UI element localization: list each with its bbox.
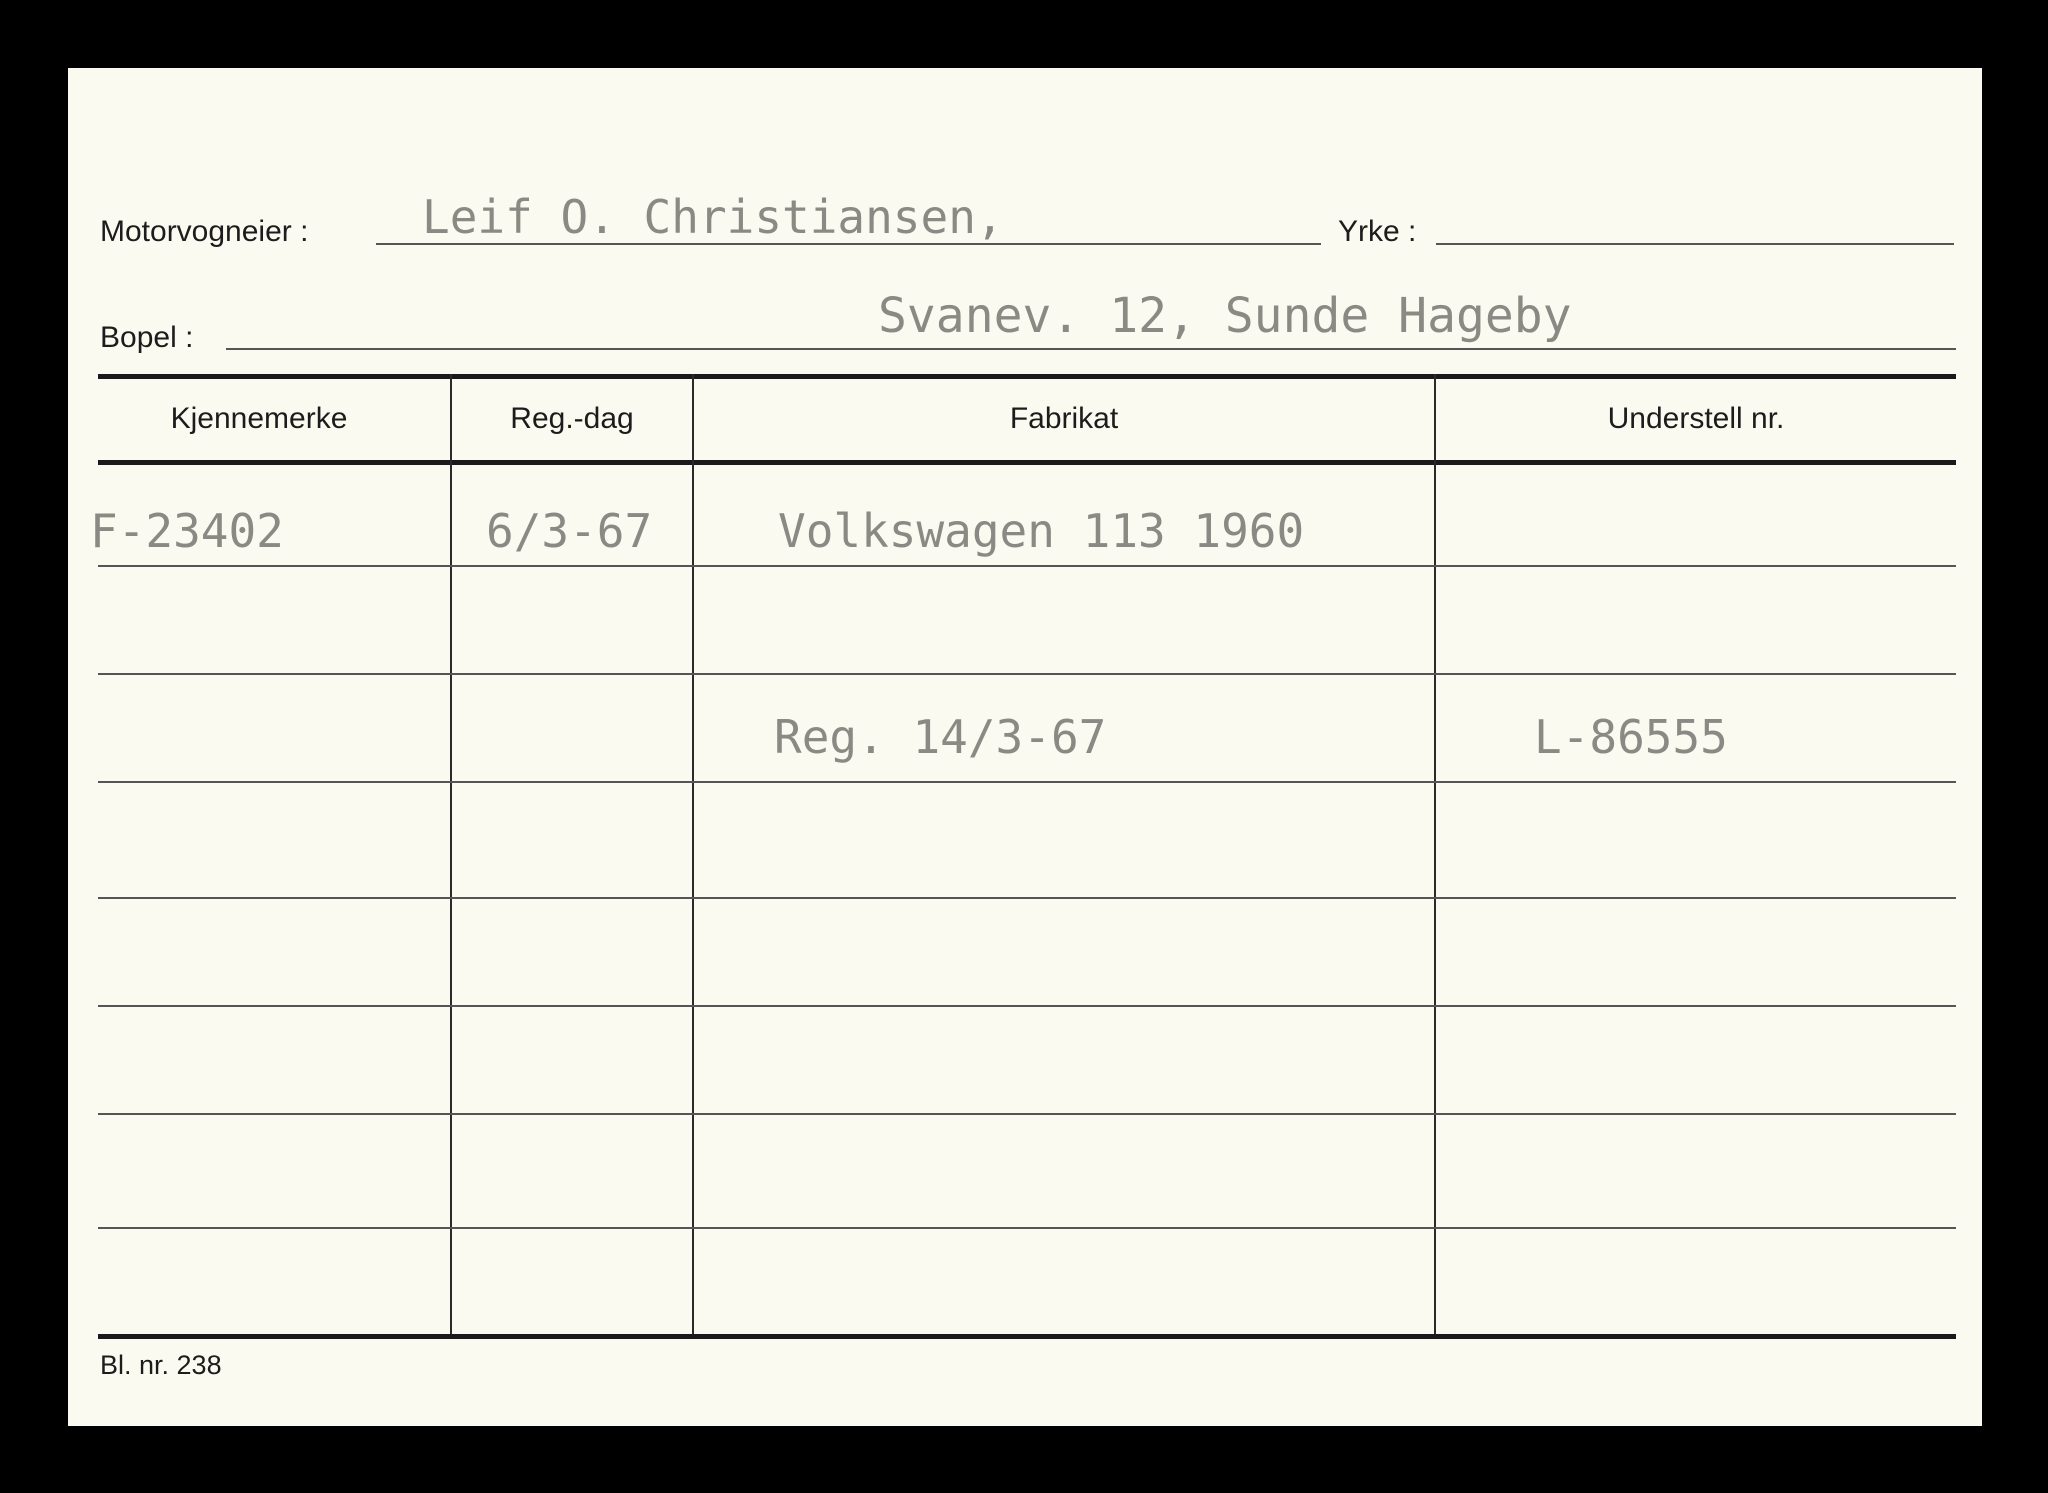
row-line <box>98 1005 1956 1007</box>
residence-underline <box>226 348 1956 350</box>
registration-card <box>68 68 1982 1426</box>
row-line <box>98 673 1956 675</box>
row-line <box>98 897 1956 899</box>
form-number: Bl. nr. 238 <box>100 1350 222 1380</box>
owner-label: Motorvogneier : <box>100 215 309 248</box>
occupation-underline <box>1436 243 1954 245</box>
residence-label: Bopel : <box>100 321 194 354</box>
column-header-kjennemerke: Kjennemerke <box>170 402 348 435</box>
cell-understell: L-86555 <box>1534 710 1728 764</box>
table-top-rule <box>98 374 1956 379</box>
column-divider-1 <box>450 374 452 1338</box>
table-bottom-rule <box>98 1334 1956 1339</box>
occupation-label: Yrke : <box>1338 215 1417 248</box>
residence-value: Svanev. 12, Sunde Hageby <box>878 288 1572 344</box>
row-line <box>98 565 1956 567</box>
row-line <box>98 1227 1956 1229</box>
row-line <box>98 781 1956 783</box>
cell-fabrikat: Volkswagen 113 1960 <box>778 504 1305 558</box>
column-header-fabrikat: Fabrikat <box>1009 402 1119 435</box>
column-divider-2 <box>692 374 694 1338</box>
cell-regdag: 6/3-67 <box>486 504 653 558</box>
table-header-rule <box>98 460 1956 465</box>
column-divider-3 <box>1434 374 1436 1338</box>
cell-fabrikat: Reg. 14/3-67 <box>774 710 1107 764</box>
cell-kjennemerke: F-23402 <box>90 504 284 558</box>
row-line <box>98 1113 1956 1115</box>
column-header-regdag: Reg.-dag <box>510 402 634 435</box>
owner-value: Leif O. Christiansen, <box>422 190 1004 244</box>
column-header-understell: Understell nr. <box>1607 402 1785 435</box>
